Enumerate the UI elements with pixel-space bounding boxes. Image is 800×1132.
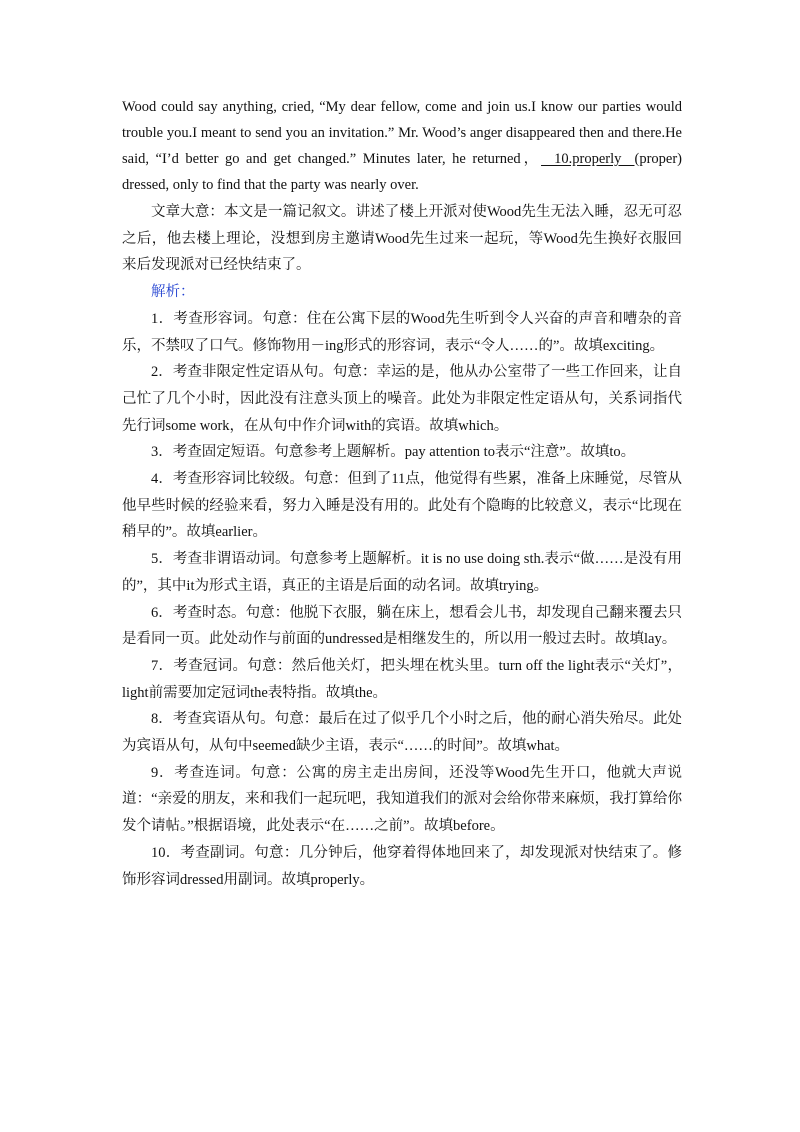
passage-text-before-blank: Wood could say anything, cried, “My dear fellow, come and join us.I know our parties would trouble you.I meant to send you an invitation.” Mr. Wood’s anger disappeared then and there.He said, “I’d better go and get changed.” Minutes later, he returned， [122,99,682,167]
explanation-item-7: 7．考查冠词。句意：然后他关灯，把头埋在枕头里。turn off the light表示“关灯”，light前需要加定冠词the表特指。故填the。 [122,657,682,701]
article-summary: 文章大意：本文是一篇记叙文。讲述了楼上开派对使Wood先生无法入睡，忍无可忍之后，他去楼上理论，没想到房主邀请Wood先生过来一起玩，等Wood先生换好衣服回来后发现派对已经快结束了。 [122,204,682,274]
explanation-item-5: 5．考查非谓语动词。句意参考上题解析。it is no use doing sth.表示“做……是没有用的”，其中it为形式主语，真正的主语是后面的动名词。故填trying。 [122,551,682,594]
explanation-item-10: 10．考查副词。句意：几分钟后，他穿着得体地回来了，却发现派对快结束了。修饰形容词dressed用副词。故填properly。 [122,844,682,888]
passage-paragraph [122,94,682,198]
analysis-label: 解析： [151,284,195,301]
passage-text-after-blank: (proper) dressed, only to find that the party was nearly over. [122,151,682,193]
explanation-item-4: 4．考查形容词比较级。句意：但到了11点，他觉得有些累，准备上床睡觉，尽管从他早些时候的经验来看，努力入睡是没有用的。此处有个隐晦的比较意义，表示“比现在稍早的”。故填earlier。 [122,471,682,541]
explanation-item-2: 2．考查非限定性定语从句。句意：幸运的是，他从办公室带了一些工作回来，让自己忙了几个小时，因此没有注意头顶上的噪音。此处为非限定性定语从句，关系词指代先行词some work，在从句中作介词with的宾语。故填which。 [122,364,682,434]
explanation-item-6: 6．考查时态。句意：他脱下衣服，躺在床上，想看会儿书，却发现自己翻来覆去只是看同一页。此处动作与前面的undressed是相继发生的，所以用一般过去时。故填lay。 [122,604,682,648]
explanation-item-3: 3．考查固定短语。句意参考上题解析。pay attention to表示“注意”。故填to。 [151,444,636,461]
document-content [122,94,682,893]
explanation-item-9: 9．考查连词。句意：公寓的房主走出房间，还没等Wood先生开口，他就大声说道：“亲爱的朋友，来和我们一起玩吧，我知道我们的派对会给你带来麻烦，我打算给你发个请帖。”根据语境，此处表示“在……之前”。故填before。 [122,764,682,835]
answer-blank-10: 10.properly [541,151,635,167]
explanation-item-1: 1．考查形容词。句意：住在公寓下层的Wood先生听到令人兴奋的声音和嘈杂的音乐，不禁叹了口气。修饰物用－ing形式的形容词，表示“令人……的”。故填exciting。 [122,310,682,354]
explanation-item-8: 8．考查宾语从句。句意：最后在过了似乎几个小时之后，他的耐心消失殆尽。此处为宾语从句，从句中seemed缺少主语，表示“……的时间”。故填what。 [122,711,682,755]
